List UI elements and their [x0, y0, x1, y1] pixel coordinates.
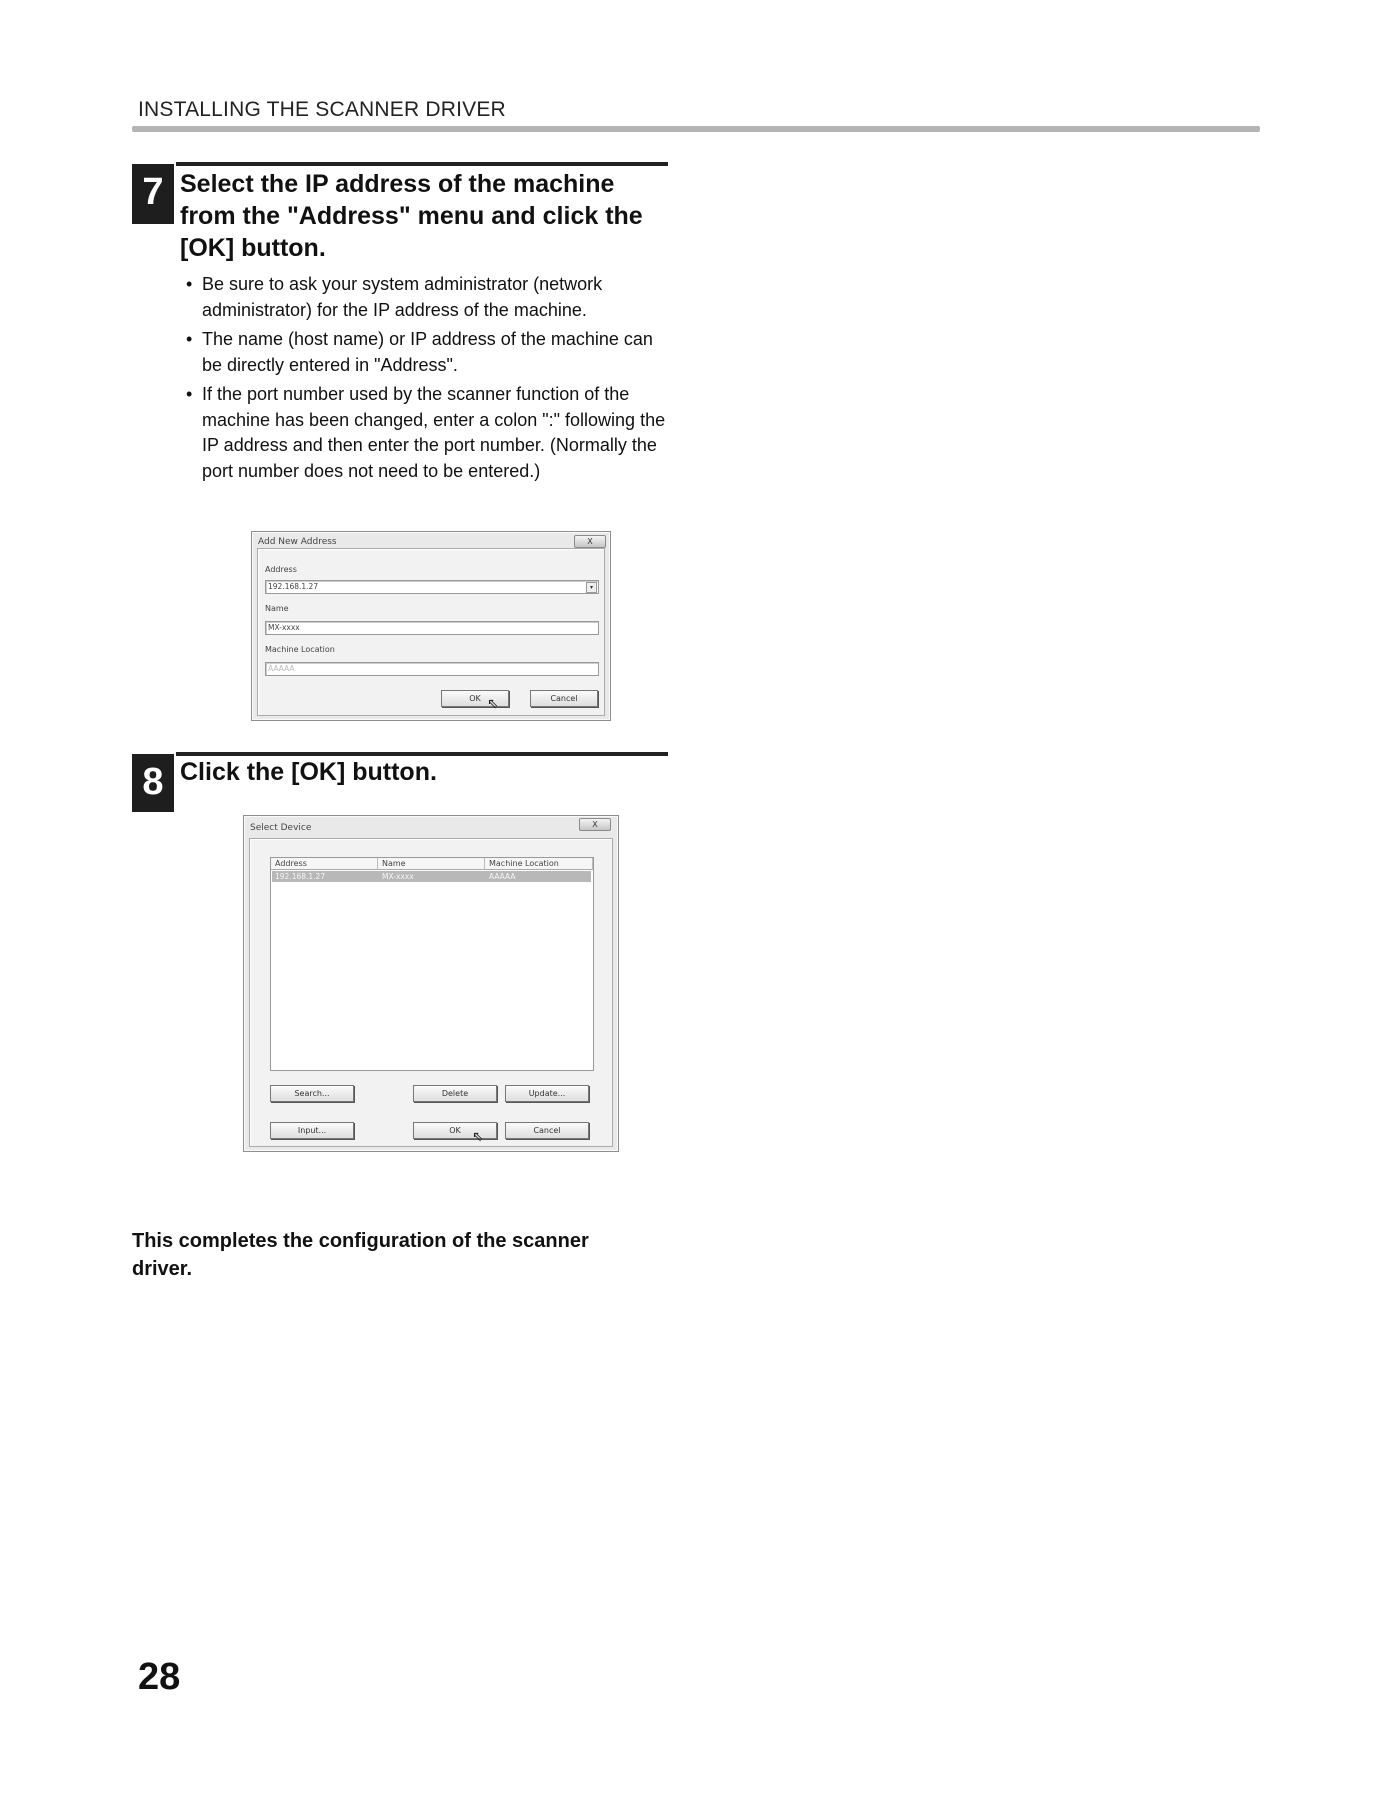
search-button[interactable]: Search... [270, 1085, 354, 1102]
column-header-machine-location[interactable]: Machine Location [485, 858, 593, 870]
dialog-body [257, 548, 605, 716]
input-button[interactable]: Input... [270, 1122, 354, 1139]
bullet-item: • The name (host name) or IP address of the machine can be directly entered in "Address". [184, 327, 674, 378]
column-header-address[interactable]: Address [271, 858, 378, 870]
step-7-title-line: from the "Address" menu and click the [180, 202, 643, 230]
close-icon[interactable]: X [574, 535, 606, 548]
table-row[interactable] [272, 871, 591, 882]
bullet-item: • Be sure to ask your system administrator (network administrator) for the IP address of the machine. [184, 272, 674, 323]
step-8-number: 8 [142, 761, 164, 803]
row-address: 192.168.1.27 [275, 872, 326, 881]
ok-button[interactable]: OK [441, 690, 509, 707]
row-machine-location: AAAAA [489, 872, 516, 881]
closing-text: This completes the configuration of the scanner driver. [132, 1230, 589, 1280]
name-label: Name [265, 604, 289, 613]
name-value: MX-xxxx [268, 623, 300, 632]
cancel-button[interactable]: Cancel [530, 690, 598, 707]
step-7-number: 7 [142, 171, 164, 213]
dialog-body [249, 838, 613, 1147]
step-8-title: Click the [OK] button. [180, 758, 437, 786]
header-rule [132, 126, 1260, 132]
section-title: INSTALLING THE SCANNER DRIVER [138, 98, 506, 121]
mouse-pointer-icon: ⇖ [487, 696, 499, 712]
page-number: 28 [138, 1656, 181, 1698]
dialog-title: Select Device [250, 823, 312, 833]
address-label: Address [265, 565, 297, 574]
update-button[interactable]: Update... [505, 1085, 589, 1102]
row-name: MX-xxxx [382, 872, 414, 881]
delete-button[interactable]: Delete [413, 1085, 497, 1102]
close-icon[interactable]: X [579, 818, 611, 831]
chevron-down-icon[interactable]: ▾ [586, 582, 597, 593]
machine-location-label: Machine Location [265, 645, 335, 654]
ok-button[interactable]: OK [413, 1122, 497, 1139]
add-new-address-dialog [251, 531, 611, 721]
dialog-title: Add New Address [258, 537, 337, 547]
step-7-rule [176, 162, 668, 166]
device-list[interactable] [270, 857, 594, 1071]
column-header-name[interactable]: Name [378, 858, 485, 870]
cancel-button[interactable]: Cancel [505, 1122, 589, 1139]
select-device-dialog [243, 815, 619, 1152]
step-7-title-line: [OK] button. [180, 234, 326, 262]
step-7-title-line: Select the IP address of the machine [180, 170, 615, 198]
step-7-bullet-list [184, 272, 674, 488]
step-7-title [180, 168, 643, 264]
machine-location-field[interactable] [265, 662, 599, 676]
step-7-number-box [132, 164, 174, 224]
address-combobox[interactable] [265, 580, 599, 594]
address-value: 192.168.1.27 [268, 582, 319, 591]
bullet-item: • If the port number used by the scanner function of the machine has been changed, enter a colon ":" following the IP address and then enter the port number. (Normally the port number does not need to be entered.) [184, 382, 674, 484]
mouse-pointer-icon: ⇖ [472, 1129, 484, 1145]
machine-location-value: AAAAA [268, 664, 295, 673]
name-field[interactable] [265, 621, 599, 635]
step-8-number-box [132, 754, 174, 812]
